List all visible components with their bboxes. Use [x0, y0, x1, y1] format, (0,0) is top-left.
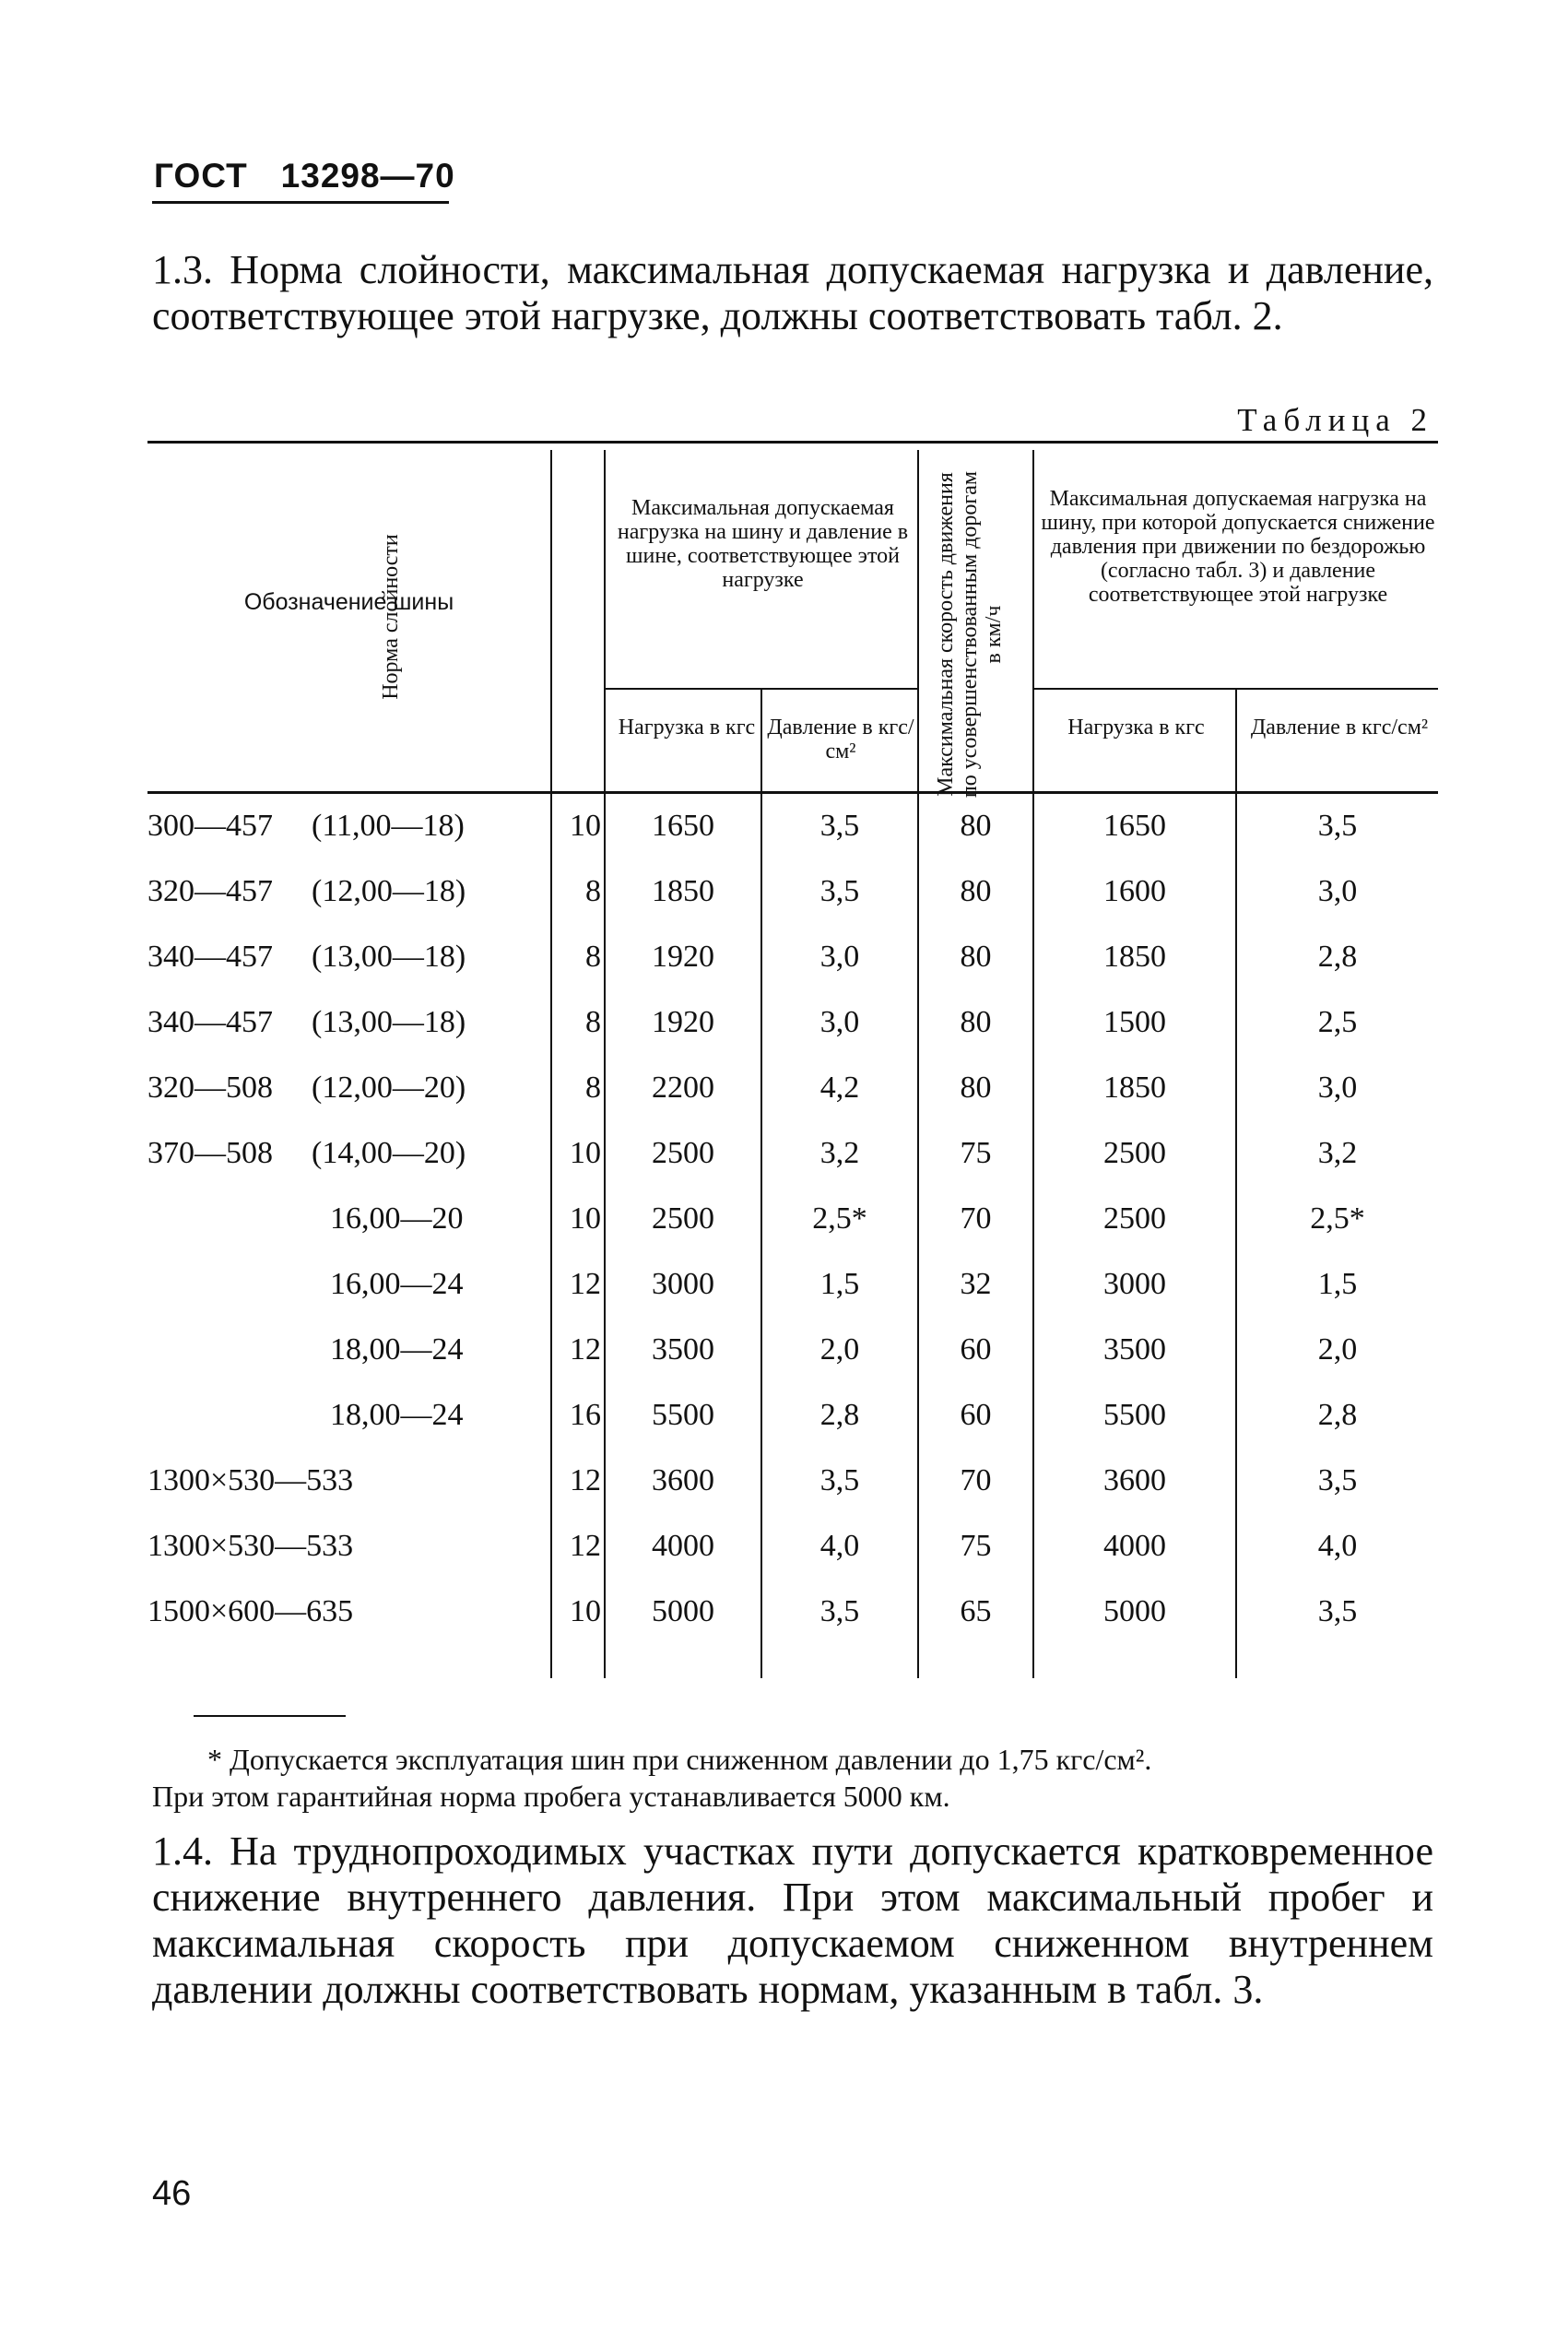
table-row	[147, 1062, 1438, 1114]
cell-offroad-pressure: 2,8	[1317, 940, 1358, 974]
paragraph-1-4: 1.4. На труднопроходимых участках пути допускается кратковременное снижение внутреннего давления. При этом максимальный пробег и максимальная скорость при допускаемом сниженном внутреннем давлении должны соответствовать нормам, указанным в табл. 3.	[152, 1828, 1433, 2012]
table-row	[147, 1193, 1438, 1245]
standard-label: ГОСТ	[154, 157, 248, 195]
cell-size: 340—457	[147, 1005, 273, 1039]
cell-offroad-load: 4000	[1103, 1529, 1166, 1563]
cell-alt-size: (11,00—18)	[312, 809, 465, 843]
cell-offroad-pressure: 1,5	[1317, 1267, 1358, 1301]
cell-offroad-pressure: 3,2	[1317, 1136, 1358, 1170]
cell-size: 340—457	[147, 940, 273, 974]
header-offroad-pressure: Давление в кгс/см²	[1250, 716, 1429, 740]
paragraph-1-3: 1.3. Норма слойности, максимальная допускаемая нагрузка и давление, соответствующее этой нагрузке, должны соответствовать табл. 2.	[152, 247, 1433, 338]
cell-offroad-load: 1650	[1103, 809, 1166, 843]
cell-alt-size: 18,00—24	[330, 1398, 464, 1432]
cell-offroad-pressure: 3,5	[1317, 1463, 1358, 1497]
cell-offroad-load: 1850	[1103, 1071, 1166, 1105]
header-max-load-group: Максимальная допускаемая нагрузка на шину и давление в шине, соответствующее этой нагрузке	[617, 496, 909, 592]
cell-pressure: 2,5*	[812, 1201, 867, 1236]
cell-offroad-load: 2500	[1103, 1136, 1166, 1170]
cell-ply: 8	[585, 1005, 601, 1039]
cell-speed: 60	[960, 1398, 992, 1432]
cell-ply: 12	[570, 1463, 601, 1497]
table-row	[147, 1586, 1438, 1638]
cell-size: 320—508	[147, 1071, 273, 1105]
cell-offroad-pressure: 2,5	[1317, 1005, 1358, 1039]
cell-alt-size	[452, 1520, 542, 1572]
cell-pressure: 2,8	[819, 1398, 860, 1432]
page-number: 46	[152, 2174, 192, 2213]
table-row	[147, 1259, 1438, 1310]
header-offroad-load: Нагрузка в кгс	[1067, 716, 1205, 740]
standard-number: 13298—70	[280, 157, 455, 195]
cell-alt-size: (14,00—20)	[312, 1136, 466, 1170]
cell-ply: 8	[585, 1071, 601, 1105]
cell-size: 320—457	[147, 874, 273, 908]
cell-alt-size: 16,00—20	[330, 1201, 464, 1236]
cell-speed: 70	[960, 1463, 992, 1497]
cell-offroad-pressure: 4,0	[1317, 1529, 1358, 1563]
cell-speed: 75	[960, 1136, 992, 1170]
cell-size: 1300×530—533	[147, 1463, 354, 1497]
header-load: Нагрузка в кгс	[618, 716, 756, 740]
cell-alt-size: 18,00—24	[330, 1332, 464, 1367]
header-underline	[152, 201, 449, 204]
cell-size: 300—457	[147, 809, 273, 843]
cell-alt-size: (12,00—18)	[312, 874, 466, 908]
table-row	[147, 1128, 1438, 1179]
cell-offroad-pressure: 2,8	[1317, 1398, 1358, 1432]
cell-offroad-load: 5000	[1103, 1594, 1166, 1628]
cell-speed: 60	[960, 1332, 992, 1367]
cell-size	[147, 1390, 295, 1441]
cell-alt-size: (13,00—18)	[312, 1005, 466, 1039]
cell-load: 1920	[652, 1005, 714, 1039]
cell-pressure: 3,5	[819, 1594, 860, 1628]
cell-offroad-pressure: 3,0	[1317, 874, 1358, 908]
cell-alt-size: (13,00—18)	[312, 940, 466, 974]
cell-load: 1920	[652, 940, 714, 974]
cell-load: 1650	[652, 809, 714, 843]
cell-speed: 65	[960, 1594, 992, 1628]
cell-size: 1300×530—533	[147, 1529, 354, 1563]
cell-ply: 10	[570, 1201, 601, 1236]
cell-load: 3600	[652, 1463, 714, 1497]
cell-offroad-pressure: 3,5	[1317, 809, 1358, 843]
cell-size	[147, 1259, 295, 1310]
table-row	[147, 800, 1438, 852]
table-row	[147, 1520, 1438, 1572]
table-row	[147, 1390, 1438, 1441]
cell-pressure: 3,5	[819, 874, 860, 908]
footnote-line-2: При этом гарантийная норма пробега устанавливается 5000 км.	[152, 1780, 950, 1813]
table-2	[147, 441, 1438, 1686]
cell-ply: 12	[570, 1267, 601, 1301]
footnote-divider	[194, 1715, 346, 1717]
cell-alt-size: (12,00—20)	[312, 1071, 466, 1105]
cell-speed: 80	[960, 1005, 992, 1039]
table-row	[147, 997, 1438, 1048]
cell-load: 4000	[652, 1529, 714, 1563]
cell-ply: 8	[585, 874, 601, 908]
cell-speed: 80	[960, 874, 992, 908]
cell-pressure: 1,5	[819, 1267, 860, 1301]
cell-pressure: 3,5	[819, 809, 860, 843]
cell-ply: 16	[570, 1398, 601, 1432]
footnote	[152, 1741, 1433, 1815]
table-top-rule	[147, 441, 1438, 444]
cell-ply: 10	[570, 809, 601, 843]
cell-offroad-load: 1850	[1103, 940, 1166, 974]
cell-speed: 70	[960, 1201, 992, 1236]
table-row	[147, 931, 1438, 983]
cell-load: 3000	[652, 1267, 714, 1301]
cell-speed: 80	[960, 809, 992, 843]
cell-offroad-pressure: 3,0	[1317, 1071, 1358, 1105]
cell-ply: 12	[570, 1332, 601, 1367]
table-row	[147, 1455, 1438, 1507]
cell-offroad-load: 3500	[1103, 1332, 1166, 1367]
cell-size	[147, 1193, 295, 1245]
cell-pressure: 3,0	[819, 940, 860, 974]
cell-speed: 80	[960, 1071, 992, 1105]
cell-offroad-load: 1600	[1103, 874, 1166, 908]
cell-offroad-pressure: 2,0	[1317, 1332, 1358, 1367]
cell-offroad-pressure: 3,5	[1317, 1594, 1358, 1628]
table-caption: Таблица 2	[1237, 402, 1433, 438]
cell-offroad-load: 3000	[1103, 1267, 1166, 1301]
document-header	[154, 157, 455, 195]
cell-offroad-load: 3600	[1103, 1463, 1166, 1497]
cell-pressure: 4,2	[819, 1071, 860, 1105]
header-ply-rating: Норма слойности	[379, 534, 403, 700]
header-pressure: Давление в кгс/см²	[767, 716, 914, 763]
cell-speed: 80	[960, 940, 992, 974]
cell-load: 1850	[652, 874, 714, 908]
cell-offroad-load: 5500	[1103, 1398, 1166, 1432]
table-row	[147, 1324, 1438, 1376]
cell-pressure: 4,0	[819, 1529, 860, 1563]
cell-load: 2200	[652, 1071, 714, 1105]
cell-load: 2500	[652, 1201, 714, 1236]
cell-size	[147, 1324, 295, 1376]
cell-speed: 75	[960, 1529, 992, 1563]
cell-alt-size	[452, 1586, 542, 1638]
cell-pressure: 3,5	[819, 1463, 860, 1497]
header-max-speed: Максимальная скорость движения по усовершенствованным дорогам в км/ч	[934, 470, 1006, 799]
cell-pressure: 2,0	[819, 1332, 860, 1367]
cell-ply: 12	[570, 1529, 601, 1563]
cell-alt-size	[452, 1455, 542, 1507]
cell-pressure: 3,2	[819, 1136, 860, 1170]
cell-offroad-load: 1500	[1103, 1005, 1166, 1039]
cell-ply: 10	[570, 1594, 601, 1628]
cell-size: 1500×600—635	[147, 1594, 354, 1628]
header-bottom-rule	[147, 791, 1438, 794]
cell-alt-size: 16,00—24	[330, 1267, 464, 1301]
cell-offroad-pressure: 2,5*	[1310, 1201, 1365, 1236]
cell-load: 3500	[652, 1332, 714, 1367]
footnote-line-1: * Допускается эксплуатация шин при сниженном давлении до 1,75 кгс/см².	[207, 1743, 1152, 1776]
cell-offroad-load: 2500	[1103, 1201, 1166, 1236]
cell-pressure: 3,0	[819, 1005, 860, 1039]
cell-load: 5500	[652, 1398, 714, 1432]
cell-ply: 8	[585, 940, 601, 974]
cell-load: 2500	[652, 1136, 714, 1170]
header-offroad-group: Максимальная допускаемая нагрузка на шину, при которой допускается снижение давления при движении по бездорожью (согласно табл. 3) и давление соответствующее этой нагрузке	[1041, 487, 1435, 607]
cell-load: 5000	[652, 1594, 714, 1628]
cell-size: 370—508	[147, 1136, 273, 1170]
cell-ply: 10	[570, 1136, 601, 1170]
table-row	[147, 866, 1438, 917]
cell-speed: 32	[960, 1267, 992, 1301]
header-designation: Обозначение шины	[243, 589, 454, 615]
